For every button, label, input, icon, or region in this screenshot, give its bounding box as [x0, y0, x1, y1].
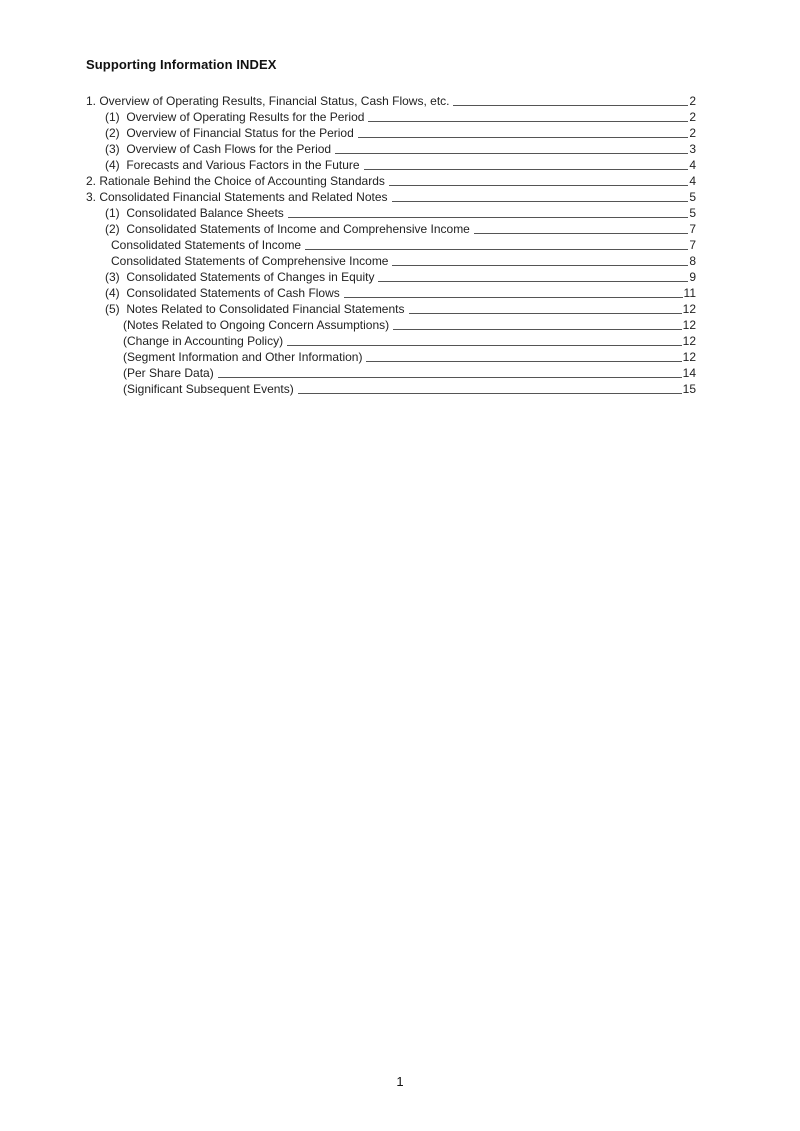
- leader-line: [368, 121, 688, 122]
- leader-line: [364, 169, 689, 170]
- leader-line: [335, 153, 688, 154]
- toc-entry-label: Consolidated Statements of Comprehensive Income: [111, 254, 389, 268]
- toc-entry-page: 9: [689, 270, 696, 284]
- toc-entry-label: (2) Overview of Financial Status for the Period: [105, 126, 354, 140]
- toc-entry-page: 5: [689, 206, 696, 220]
- toc-entry-label: 2. Rationale Behind the Choice of Accounting Standards: [86, 174, 385, 188]
- toc-entry-page: 12: [682, 350, 696, 364]
- toc-entry[interactable]: [86, 237, 696, 253]
- toc-entry-label: (Notes Related to Ongoing Concern Assumptions): [123, 318, 390, 332]
- leader-line: [358, 137, 689, 138]
- toc-entry-page: 14: [682, 366, 696, 380]
- leader-line: [409, 313, 682, 314]
- toc-entry-page: 4: [689, 174, 696, 188]
- toc-entry-page: 12: [682, 318, 696, 332]
- leader-line: [287, 345, 682, 346]
- leader-line: [453, 105, 688, 106]
- leader-line: [392, 201, 689, 202]
- toc-entry-label: (5) Notes Related to Consolidated Financial Statements: [105, 302, 405, 316]
- toc-entry-page: 8: [689, 254, 696, 268]
- toc-entry-label: (3) Overview of Cash Flows for the Period: [105, 142, 332, 156]
- toc-entry-label: (Segment Information and Other Information): [123, 350, 363, 364]
- toc-entry[interactable]: [86, 365, 696, 381]
- toc-entry-label: (Per Share Data): [123, 366, 214, 380]
- toc-entry-label: 1. Overview of Operating Results, Financial Status, Cash Flows, etc.: [86, 94, 450, 108]
- toc-entry[interactable]: [86, 189, 696, 205]
- toc-entry[interactable]: [86, 317, 696, 333]
- toc-entry-page: 2: [689, 94, 696, 108]
- leader-line: [305, 249, 688, 250]
- toc-entry[interactable]: [86, 125, 696, 141]
- toc-entry-page: 3: [689, 142, 696, 156]
- toc-entry-label: (Change in Accounting Policy): [123, 334, 284, 348]
- toc-entry[interactable]: [86, 205, 696, 221]
- toc-entry[interactable]: [86, 141, 696, 157]
- toc-entry-page: 12: [682, 334, 696, 348]
- toc-entry-page: 2: [689, 126, 696, 140]
- toc-entry[interactable]: [86, 333, 696, 349]
- toc-entry-page: 2: [689, 110, 696, 124]
- leader-line: [288, 217, 689, 218]
- toc-entry-page: 11: [683, 286, 696, 300]
- page-title: Supporting Information INDEX: [86, 57, 277, 72]
- toc-entry[interactable]: [86, 157, 696, 173]
- leader-line: [389, 185, 688, 186]
- toc-entry[interactable]: [86, 221, 696, 237]
- leader-line: [344, 297, 683, 298]
- toc-entry[interactable]: [86, 381, 696, 397]
- page-number: 1: [396, 1074, 404, 1089]
- toc-entry[interactable]: [86, 253, 696, 269]
- toc-entry-page: 12: [682, 302, 696, 316]
- toc-entry[interactable]: [86, 269, 696, 285]
- toc-entry[interactable]: [86, 285, 696, 301]
- toc-entry-label: (2) Consolidated Statements of Income and Comprehensive Income: [105, 222, 470, 236]
- toc-entry[interactable]: [86, 173, 696, 189]
- toc-entry-label: (4) Consolidated Statements of Cash Flows: [105, 286, 340, 300]
- toc-entry-label: (4) Forecasts and Various Factors in the Future: [105, 158, 360, 172]
- leader-line: [218, 377, 682, 378]
- toc-entry-page: 5: [689, 190, 696, 204]
- toc-entry-label: (Significant Subsequent Events): [123, 382, 294, 396]
- toc-entry[interactable]: [86, 349, 696, 365]
- toc-entry-page: 7: [689, 238, 696, 252]
- toc-entry-page: 15: [682, 382, 696, 396]
- toc-entry-label: Consolidated Statements of Income: [111, 238, 302, 252]
- toc-entry[interactable]: [86, 109, 696, 125]
- leader-line: [392, 265, 688, 266]
- toc-entry[interactable]: [86, 301, 696, 317]
- toc-entry[interactable]: [86, 93, 696, 109]
- leader-line: [474, 233, 688, 234]
- leader-line: [298, 393, 682, 394]
- leader-line: [378, 281, 688, 282]
- leader-line: [366, 361, 681, 362]
- toc-entry-label: (3) Consolidated Statements of Changes in Equity: [105, 270, 375, 284]
- toc-entry-label: (1) Consolidated Balance Sheets: [105, 206, 284, 220]
- toc-entry-page: 7: [689, 222, 696, 236]
- toc-entry-label: 3. Consolidated Financial Statements and Related Notes: [86, 190, 388, 204]
- table-of-contents: [86, 93, 696, 397]
- leader-line: [393, 329, 682, 330]
- toc-entry-label: (1) Overview of Operating Results for the Period: [105, 110, 365, 124]
- toc-entry-page: 4: [689, 158, 696, 172]
